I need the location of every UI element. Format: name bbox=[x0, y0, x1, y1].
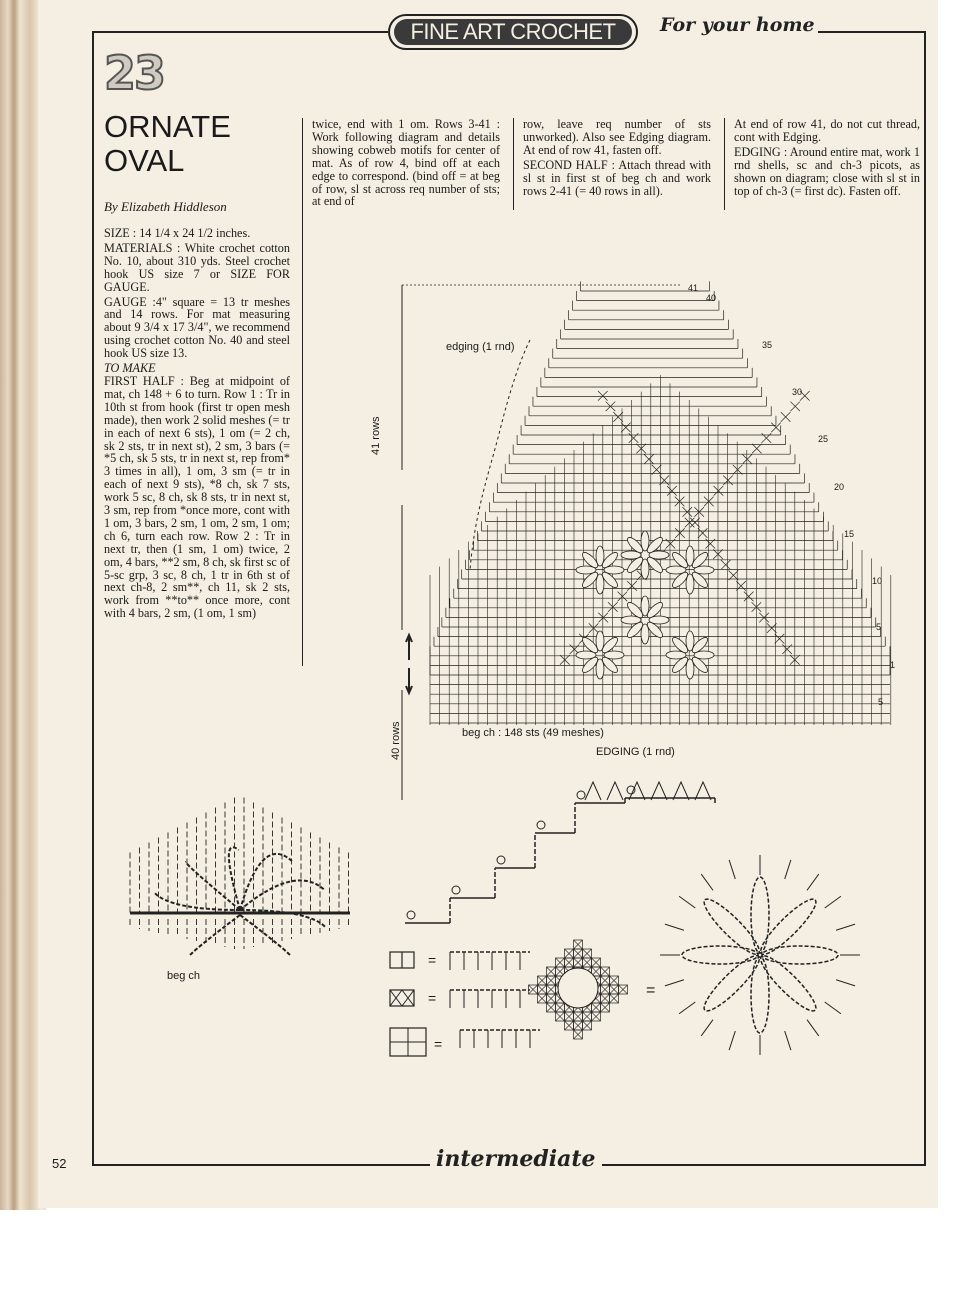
motif-cell bbox=[583, 958, 592, 967]
row-number: 30 bbox=[792, 387, 803, 397]
motif-cell bbox=[547, 1003, 556, 1012]
motif-web bbox=[558, 968, 598, 1008]
motif-cell bbox=[583, 1021, 592, 1030]
motif-petal bbox=[698, 950, 764, 1016]
solid-mesh bbox=[721, 560, 731, 570]
motif-treble bbox=[665, 980, 684, 986]
solid-mesh bbox=[698, 528, 708, 538]
section-badge bbox=[388, 14, 638, 50]
motif-cell bbox=[592, 1012, 601, 1021]
pattern-title bbox=[104, 110, 231, 178]
midpoint-arrows bbox=[406, 635, 412, 693]
solid-mesh bbox=[767, 623, 777, 633]
page-number: 52 bbox=[52, 1156, 67, 1171]
second-half-paragraph: SECOND HALF : Attach thread with sl st in first st of beg ch and work rows 2-41 (= 40 rows in all). bbox=[523, 157, 711, 198]
chain-loop bbox=[186, 862, 240, 910]
motif-cell bbox=[601, 994, 610, 1003]
column-rule-2 bbox=[513, 118, 514, 210]
picot bbox=[537, 821, 545, 829]
column-rule-1 bbox=[302, 118, 303, 666]
solid-mesh bbox=[598, 391, 608, 401]
chain-loop bbox=[240, 880, 325, 910]
motif-cell bbox=[538, 985, 547, 994]
motif-cell bbox=[556, 1012, 565, 1021]
edging-paragraph: EDGING : Around entire mat, work 1 rnd shells, sc and ch-3 picots, as shown on diagram; close with sl st in top of ch-3 (= first dc). Fasten off. bbox=[734, 144, 920, 198]
motif-cell bbox=[619, 985, 628, 994]
motif-cell bbox=[610, 994, 619, 1003]
edging-caps-label: EDGING (1 rnd) bbox=[596, 746, 675, 758]
motif-treble bbox=[836, 980, 855, 986]
row-number: 1 bbox=[890, 660, 896, 670]
motif-cell bbox=[610, 985, 619, 994]
motif-treble bbox=[701, 874, 713, 890]
solid-mesh-symbol bbox=[390, 990, 414, 1006]
motif-treble bbox=[665, 924, 684, 930]
motif-treble bbox=[679, 896, 695, 908]
motif-cell bbox=[574, 958, 583, 967]
row-number: 15 bbox=[844, 529, 855, 539]
beg-ch-small-label: beg ch bbox=[167, 970, 201, 982]
motif-chart bbox=[528, 938, 628, 1038]
row-number: 20 bbox=[834, 482, 845, 492]
motif-treble bbox=[785, 1031, 791, 1050]
edging-label: edging (1 rnd) bbox=[446, 341, 515, 353]
motif-cell bbox=[556, 1003, 565, 1012]
motif-cell bbox=[547, 967, 556, 976]
to-make-heading: TO MAKE bbox=[104, 361, 156, 376]
solid-mesh bbox=[781, 412, 791, 422]
motif-cell bbox=[610, 976, 619, 985]
motif-cell bbox=[547, 994, 556, 1003]
motif-treble bbox=[701, 1020, 713, 1036]
difficulty-level: intermediate bbox=[430, 1146, 602, 1172]
motif-cell bbox=[565, 1012, 574, 1021]
text-column-1 bbox=[104, 227, 290, 622]
motif-treble bbox=[729, 860, 735, 879]
solid-mesh bbox=[667, 486, 677, 496]
motif-cell bbox=[529, 985, 538, 994]
rows-top-label: 41 rows bbox=[370, 416, 382, 455]
solid-mesh bbox=[627, 581, 637, 591]
motif-cell bbox=[574, 949, 583, 958]
gauge-paragraph: GAUGE :4" square = 13 tr meshes and 14 rows. For mat measuring about 9 3/4 x 17 3/4", we recommend using crochet cotton No. 40 and steel hook US size 13. bbox=[104, 294, 290, 361]
motif-petal bbox=[682, 946, 758, 964]
row-number: 25 bbox=[818, 434, 829, 444]
motif-treble bbox=[825, 896, 841, 908]
motif-treble bbox=[807, 1020, 819, 1036]
text-column-3 bbox=[523, 118, 711, 199]
chain-loop bbox=[190, 915, 290, 955]
legend-equals-solid: = bbox=[428, 990, 437, 1006]
motif-cell bbox=[601, 976, 610, 985]
solid-mesh bbox=[589, 623, 599, 633]
motif-cell bbox=[592, 958, 601, 967]
symbol-legend bbox=[385, 940, 545, 1070]
frame-bottom-left bbox=[92, 1164, 432, 1166]
motif-treble bbox=[729, 1031, 735, 1050]
size-paragraph: SIZE : 14 1/4 x 24 1/2 inches. bbox=[104, 226, 251, 240]
frame-top-left bbox=[92, 31, 388, 33]
shell bbox=[607, 782, 623, 800]
motif-cell bbox=[601, 967, 610, 976]
edging-ref-paragraph: row, leave req number of sts unworked). Also see Edging diagram. At end of row 41, fasten off. bbox=[523, 117, 711, 157]
pattern-number: 23 bbox=[104, 46, 165, 100]
shell bbox=[585, 782, 601, 800]
solid-mesh bbox=[618, 592, 628, 602]
picot bbox=[407, 911, 415, 919]
solid-mesh bbox=[560, 655, 570, 665]
motif-cell bbox=[583, 949, 592, 958]
motif-petal bbox=[755, 950, 821, 1016]
motif-cell bbox=[565, 958, 574, 967]
solid-mesh bbox=[775, 634, 785, 644]
row-number: 41 bbox=[688, 283, 699, 293]
row-number: 10 bbox=[872, 576, 883, 586]
text-column-2 bbox=[312, 118, 500, 210]
chain-loop bbox=[154, 892, 240, 910]
motif-cell bbox=[574, 1021, 583, 1030]
motif-cell bbox=[574, 940, 583, 949]
solid-mesh bbox=[690, 518, 700, 528]
solid-mesh-symbol bbox=[390, 990, 414, 1006]
motif-petal bbox=[751, 957, 769, 1033]
frame-top-right bbox=[818, 31, 926, 33]
motif-cell bbox=[547, 976, 556, 985]
row-number: 5 bbox=[876, 622, 882, 632]
frame-left bbox=[92, 31, 94, 1165]
full-cobweb-motif bbox=[650, 850, 890, 1060]
motif-equals: = bbox=[646, 982, 656, 999]
solid-mesh bbox=[736, 581, 746, 591]
solid-mesh bbox=[752, 444, 762, 454]
motif-cell bbox=[565, 949, 574, 958]
section-title: FINE ART CROCHET bbox=[410, 19, 616, 44]
motif-cell bbox=[601, 1003, 610, 1012]
chain-loop bbox=[240, 854, 292, 910]
motif-petal bbox=[751, 877, 769, 953]
motif-cell bbox=[583, 1012, 592, 1021]
solid-mesh bbox=[714, 486, 724, 496]
motif-treble bbox=[679, 1002, 695, 1014]
solid-mesh bbox=[742, 454, 752, 464]
rows-bottom-label: 40 rows bbox=[390, 721, 402, 760]
motif-treble bbox=[836, 924, 855, 930]
beg-ch-label: beg ch : 148 sts (49 meshes) bbox=[462, 727, 604, 739]
motif-cell bbox=[556, 958, 565, 967]
row-number: 40 bbox=[706, 293, 717, 303]
title-line-1: ORNATE bbox=[104, 109, 231, 144]
picot bbox=[497, 856, 505, 864]
motif-cell bbox=[565, 1021, 574, 1030]
frame-right bbox=[924, 31, 926, 1165]
motif-cell bbox=[574, 1030, 583, 1039]
column-rule-3 bbox=[724, 118, 725, 210]
motif-petal bbox=[762, 946, 838, 964]
solid-mesh bbox=[675, 528, 685, 538]
edging-picots bbox=[470, 340, 530, 570]
legend-equals-bar: = bbox=[434, 1036, 443, 1052]
header-tagline: For your home bbox=[660, 14, 815, 36]
motif-petal bbox=[698, 893, 764, 959]
picot bbox=[452, 886, 460, 894]
picot bbox=[577, 791, 585, 799]
motif-treble bbox=[807, 874, 819, 890]
materials-paragraph: MATERIALS : White crochet cotton No. 10, about 310 yds. Steel crochet hook US size 7 or SIZE FOR GAUGE. bbox=[104, 240, 290, 294]
motif-cell bbox=[538, 976, 547, 985]
solid-mesh bbox=[608, 602, 618, 612]
solid-mesh bbox=[790, 402, 800, 412]
motif-cell bbox=[538, 994, 547, 1003]
legend-equals-open: = bbox=[428, 952, 437, 968]
solid-mesh bbox=[704, 497, 714, 507]
row-number: 35 bbox=[762, 340, 773, 350]
first-half-paragraph: FIRST HALF : Beg at midpoint of mat, ch 148 + 6 to turn. Row 1 : Tr in 10th st from hook (first tr open mesh made), then work 2 solid meshes (= tr in each of next 6 sts), 1 om (= 2 ch, sk 2 sts, tr in next st), 2 sm, 3 bars (= *5 ch, sk 5 sts, tr in next st, rep from* 3 times in all), 1 om, 3 sm (= tr in each of next 9 sts), *8 ch, sk 7 sts, work 5 sc, 8 ch, sk 8 sts, tr in next st, 3 sm, rep from *once more, cont with 1 om, 3 bars, 2 sm, 1 om, 2 sm, 1 om; ch 6, turn each row. Row 2 : Tr in next tr, then (1 sm, 1 om) twice, 2 om, 4 bars, **2 sm, 8 ch, sk first sc of 5-sc grp, 3 sc, 8 ch, 1 tr in 6th st of next ch-8, 2 sm**, ch 11, sk 2 sts, work from **to** once more, cont with 4 bars, 2 sm, (1 om, 1 sm) bbox=[104, 373, 290, 621]
solid-mesh bbox=[621, 423, 631, 433]
end-row-paragraph: At end of row 41, do not cut thread, cont with Edging. bbox=[734, 117, 920, 144]
motif-cell bbox=[574, 1012, 583, 1021]
motif-cell bbox=[547, 985, 556, 994]
solid-mesh bbox=[744, 592, 754, 602]
text-column-4 bbox=[734, 118, 920, 199]
motif-cell bbox=[592, 1003, 601, 1012]
solid-mesh bbox=[723, 475, 733, 485]
cobweb-motif-detail bbox=[120, 785, 360, 965]
row-number: 5 bbox=[878, 697, 884, 707]
solid-mesh bbox=[644, 454, 654, 464]
solid-mesh bbox=[659, 475, 669, 485]
rows-paragraph: twice, end with 1 om. Rows 3-41 : Work following diagram and details showing cobweb motifs for center of mat. As of row 4, bind off at each edge to correspond. (bind off = at beg of row, sl st across req number of sts; at end of bbox=[312, 117, 500, 209]
solid-mesh bbox=[685, 518, 695, 528]
byline: By Elizabeth Hiddleson bbox=[104, 199, 227, 214]
frame-bottom-right bbox=[585, 1164, 926, 1166]
motif-petal bbox=[755, 893, 821, 959]
motif-treble bbox=[785, 860, 791, 879]
solid-mesh bbox=[613, 412, 623, 422]
motif-cell bbox=[601, 985, 610, 994]
title-line-2: OVAL bbox=[104, 143, 185, 178]
motif-treble bbox=[825, 1002, 841, 1014]
